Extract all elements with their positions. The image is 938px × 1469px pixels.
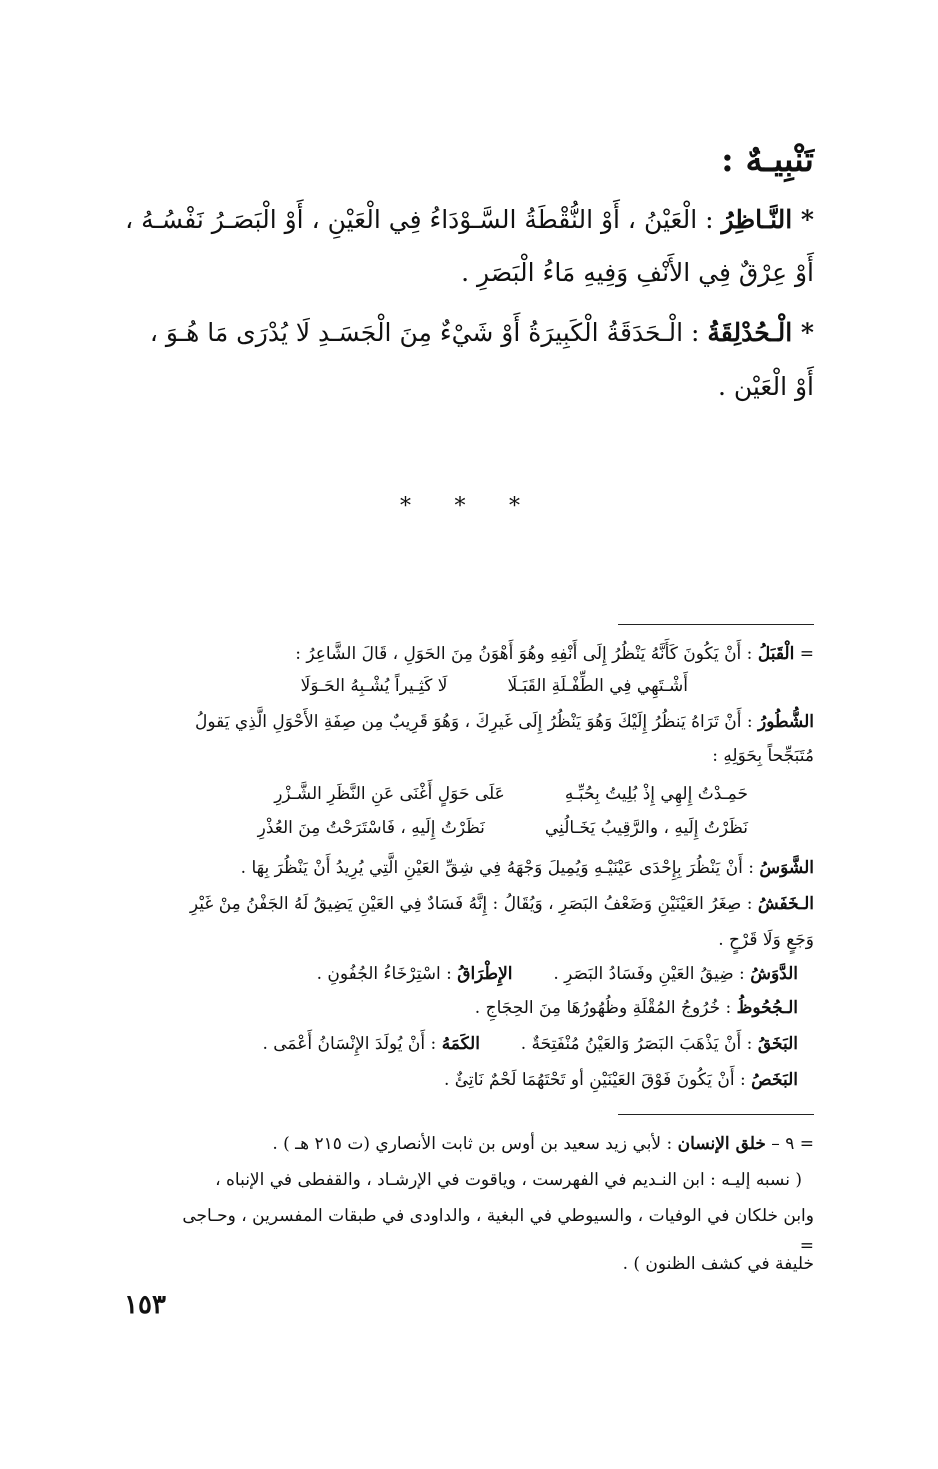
source-note-text: : لأبي زيد سعيد بن أوس بن ثابت الأنصاري (ت ٢١٥ هـ ) .: [272, 1134, 673, 1154]
notice-item-1-line-2: أَوْ عِرْقٌ فِي الأَنْفِ وَفِيهِ مَاءُ الْبَصَرِ .: [461, 258, 814, 287]
footnote-khafash: [190, 894, 814, 914]
footnote-dawash-itraq: [317, 964, 798, 984]
verse-hemistich: عَلَى حَوَلٍ أَغْنَى عَنِ النَّظَرِ الشَّـزْرِ: [274, 784, 505, 804]
footnote-shutur-line-2: مُتَبَجِّحاً بِحَوَلِهِ :: [712, 746, 814, 766]
footnote-term: الـجُحُوظُ: [736, 998, 798, 1018]
separator-star: *: [509, 494, 520, 519]
notice-item-2-line-2: أَوْ الْعَيْن .: [717, 372, 814, 401]
footnote-term: الـخَفَشُ: [757, 894, 814, 914]
footnote-text: : أَنْ يَكُونَ فَوْقَ العَيْنَيْنِ أو تَحْتَهُمَا لَحْمٌ نَاتِئٌ .: [443, 1070, 746, 1090]
page-number: ١٥٣: [124, 1290, 166, 1320]
notice-item-1-definition: : الْعَيْنُ ، أَوْ النُّقْطَةُ السَّـوْدَاءُ فِي الْعَيْنِ ، أَوْ الْبَصَـرُ نَفْسُـهُ ،: [125, 205, 714, 234]
verse-hemistich: أَشْـتَهِي فِي الطِّفْـلَةِ القَبَـلَا: [507, 676, 688, 696]
notice-item-1-line-1: [125, 205, 814, 234]
footnote-text: : صِغَرُ العَيْنَيْنِ وَضَعْفُ البَصَرِ ، وَيُقَالُ : إِنَّهُ فَسَادٌ فِي العَيْنِ يَضِيقُ لَهُ الجَفْنُ مِنْ غَيْرِ: [189, 894, 753, 914]
continuation-marker: =: [799, 644, 814, 664]
separator-star: *: [454, 494, 466, 519]
footnote-term: الشَّوَسُ: [759, 858, 814, 878]
verse-hemistich: نَظَرْتُ إِلَيهِ ، فَاسْتَرَحْتُ مِنَ العُذْرِ: [257, 818, 485, 838]
separator-star: *: [400, 494, 411, 519]
footnote-text: : اسْتِرْخَاءُ الجُفُونِ .: [316, 964, 452, 984]
section-separator: [400, 494, 520, 519]
verse-shutur-1: [274, 784, 748, 804]
notice-item-2-term: * الْـحُدْلِقَةُ: [707, 318, 814, 347]
continuation-marker: =: [799, 1134, 814, 1154]
footnote-text: : أَنْ يَكُونَ كَأَنَّهُ يَنْظُرُ إِلَى أَنْفِهِ وهُوَ أَهْوَنُ مِنَ الحَوَلِ ، قَالَ الشَّاعِرُ :: [295, 644, 753, 664]
footnote-term: البَخَصُ: [751, 1070, 798, 1090]
source-note-title: خلق الإنسان: [677, 1134, 766, 1154]
footnote-text: : أَنْ تَرَاهُ يَنظُرُ إِلَيْكَ وَهُوَ يَنْظُرُ إِلَى غَيرِكَ ، وَهُوَ قَرِيبٌ مِن صِفَةِ الأَحْوَلِ الَّذِي يَقولُ: [195, 712, 753, 732]
footnote-rule: [618, 624, 814, 625]
notice-heading: تَنْبِيـهٌ :: [721, 140, 814, 180]
footnote-khafash-line-2: وَجَعٍ وَلَا قَرْحٍ .: [718, 930, 814, 950]
source-note-continuation: =: [799, 1236, 814, 1256]
verse-hemistich: نَظَرْتُ إِلَيهِ ، والرَّقِيبُ يَخَـالُنِي: [544, 818, 748, 838]
source-note-line-3: وابن خلكان في الوفيات ، والسيوطي في البغية ، والداودى في طبقات المفسرين ، وحـاجى: [182, 1206, 814, 1226]
footnote-text: : خُرُوجُ المُقْلَةِ وظُهُورُهَا مِنَ الحِجَاجِ .: [474, 998, 732, 1018]
footnote-bakhas: [444, 1070, 798, 1090]
verse-hemistich: حَمِـدْتُ إِلهِي إِذْ بُلِيتُ بِحُبِّـهِ: [564, 784, 748, 804]
verse-shutur-2: [258, 818, 748, 838]
footnote-term: البَخَقُ: [757, 1034, 798, 1054]
source-note-line-2: ( نسبه إليـه : ابن النـديم في الفهرست ، وياقوت في الإرشـاد ، والقفطى في الإنباه ،: [215, 1170, 802, 1190]
source-note-line-1: [272, 1134, 814, 1154]
footnote-shawas: [241, 858, 814, 878]
verse-qabal: [301, 676, 688, 696]
footnote-text: : ضِيقُ العَيْنِ وفَسَادُ البَصَرِ .: [553, 964, 745, 984]
source-note-number: ٩ –: [771, 1134, 795, 1154]
source-note-line-4: خليفة في كشف الظنون ) .: [622, 1254, 814, 1274]
footnote-text: : أَنْ يُولَدَ الإِنْسَانُ أَعْمَى .: [262, 1034, 437, 1054]
footnote-bakhaq-kamah: [262, 1034, 798, 1054]
footnote-juhuz: [475, 998, 798, 1018]
footnote-term: الكَمَهُ: [441, 1034, 480, 1054]
footnote-term: الإِطْرَاقُ: [457, 964, 513, 984]
footnote-term: الدَّوَشُ: [750, 964, 798, 984]
footnote-text: : أَنْ يَذْهَبَ البَصَرُ وَالعَيْنُ مُنْفَتِحَةٌ .: [520, 1034, 753, 1054]
footnote-term: الشُّطُورُ: [757, 712, 814, 732]
footnote-rule: [618, 1114, 814, 1115]
notice-item-2-definition: : الْـحَدَقَةُ الْكَبِيرَةُ أَوْ شَيْءٌ مِنَ الْجَسَـدِ لَا يُدْرَى مَا هُـوَ ،: [149, 318, 700, 347]
footnote-text: : أَنْ يَنْظُرَ بِإِحْدَى عَيْنَيْـهِ وَيُمِيلَ وَجْهَهُ فِي شِقِّ العَيْنِ الَّتِي يُرِيدُ أَنْ يَنْظُرَ بِهَا .: [240, 858, 754, 878]
verse-hemistich: لَا كَثِـيراً يُشْـبِهُ الحَـوَلَا: [300, 676, 448, 696]
notice-item-1-term: * النَّـاظِرُ: [721, 205, 814, 234]
footnote-qabal: [295, 644, 814, 664]
notice-item-2-line-1: [150, 318, 814, 347]
footnote-term: الْقَبَلُ: [757, 644, 795, 664]
footnote-shutur: [195, 712, 814, 732]
